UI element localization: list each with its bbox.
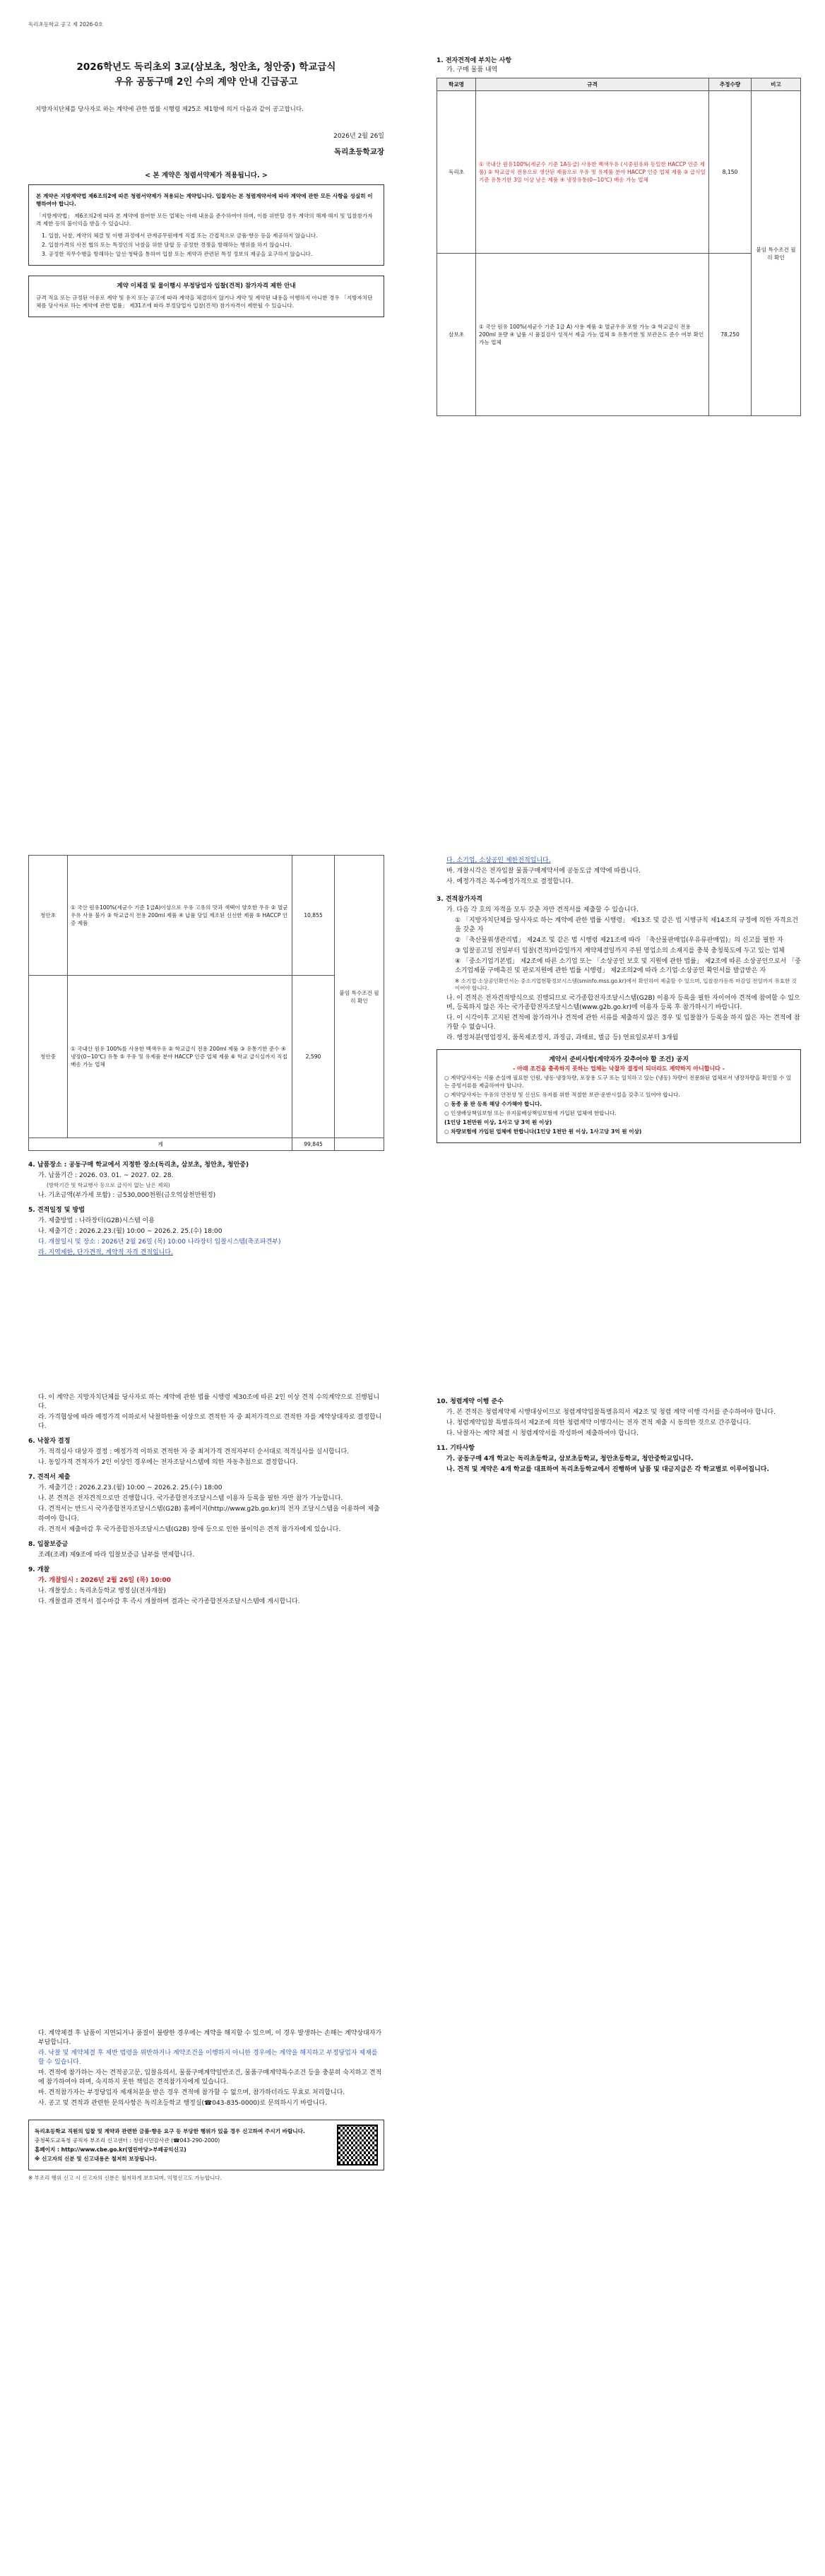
cell-spec: ① 국산 원유 100%(세균수 기준 1급 A) 사용 제품 ② 멸균우유 포함 가능 ③ 학교급식 전용 200ml 용량 ④ 납품 시 품질검사 성적서 제출 가능 업체 ⑤ 유통기한 및 보관온도 준수 여부 확인 가능 업체 — [476, 254, 709, 416]
p5-item: 바. 견적참가자는 부정당업자 제재처분을 받은 경우 견적에 참가할 수 없으며, 참가하더라도 무효로 처리합니다. — [38, 2089, 345, 2097]
section-7-title: 7. 견적서 제출 — [28, 1474, 71, 1482]
col-spec: 규격 — [476, 78, 709, 91]
report-center-box — [28, 2120, 384, 2170]
section-7-item: 다. 견적서는 반드시 국가종합전자조달시스템(G2B) 홈페이지(http://www.g2b.go.kr)의 전자 조달시스템을 이용하여 제출하여야 합니다. — [38, 1506, 380, 1523]
conditions-item: ○ 계약당사자는 식품 손실에 필요한 인원, 냉동·냉장차량, 포장용 도구 또는 일치하고 있는 (냉동) 차량이 전문화된 업체로서 냉장차량을 확인할 수 있는 증빙서류를 제출하여야 합니다. — [444, 1075, 792, 1089]
p2-line: 바. 개찰시각은 전자입찰 물품구매계약서에 공동도급 계약에 따릅니다. — [446, 868, 641, 875]
section-5-item: 라. 지역제한, 단가견적, 계약적 자격 견적입니다. — [38, 1249, 173, 1257]
section-3-note: ※ 소기업·소상공인확인서는 중소기업현황정보시스템(sminfo.mss.go.kr)에서 확인하여 제출할 수 있으며, 입찰참가등록 마감일 전일까지 유효한 것이어야 합니다. — [455, 977, 797, 992]
page-3-right — [412, 1371, 825, 2007]
table-row — [29, 856, 384, 976]
item-table-1 — [437, 78, 801, 416]
cell-school: 독리초 — [437, 91, 476, 254]
footnote: ※ 부조리 행위 신고 시 신고자의 신분은 철저하게 보호되며, 익명신고도 가능합니다. — [28, 2175, 222, 2182]
integrity-items — [36, 232, 376, 258]
p2-line: 사. 예정가격은 복수예정가격으로 결정합니다. — [446, 878, 574, 886]
section-9-item: 나. 개찰장소 : 독리초등학교 행정실(전자개찰) — [38, 1587, 166, 1595]
cell-spec: ① 국내산 원유 100%를 사용한 백색우유 ② 학교급식 전용 200ml 제품 ③ 유통기한 준수 ④ 냉장(0~10℃) 유통 ⑤ 우유 및 유제품 분야 HACCP 인증 업체 제품 ⑥ 학교 급식실까지 직접 배송 가능 업체 — [68, 976, 292, 1138]
cell-school: 청안초 — [29, 856, 68, 976]
section-5-item: 가. 제출방법 : 나라장터(G2B)시스템 이용 — [38, 1217, 155, 1225]
title-line-1: 2026학년도 독리초외 3교(삼보초, 청안초, 청안중) 학교급식 — [76, 61, 336, 73]
col-qty: 추정수량 — [709, 78, 752, 91]
cell-school: 삼보초 — [437, 254, 476, 416]
section-11-item: 나. 견적 및 계약은 4개 학교를 대표하여 독리초등학교에서 진행하며 납품 및 대금지급은 각 학교별로 이루어집니다. — [446, 1466, 769, 1474]
cell-qty: 8,150 — [709, 91, 752, 254]
conditions-item: ○ 동종 품 판 등록 해당 수가해야 합니다. — [444, 1101, 542, 1108]
section-6-item: 가. 적격심사 대상자 결정 : 예정가격 이하로 견적한 자 중 최저가격 견적자부터 순서대로 적격심사를 실시합니다. — [38, 1448, 350, 1456]
restriction-box — [28, 276, 384, 317]
p4-line: 다. 이 계약은 지방자치단체를 당사자로 하는 계약에 관한 법률 시행령 제30조에 따른 2인 이상 견적 수의계약으로 진행됩니다. — [38, 1394, 380, 1411]
section-3-da: 다. 이 시각이후 고지된 견적에 참가하거나 견적에 관한 서류를 제출하지 않은 경우 및 입찰참가 등록을 하지 않은 자는 견적에 참가할 수 없습니다. — [446, 1015, 800, 1032]
integrity-item: 1. 입찰, 낙찰, 계약의 체결 및 이행 과정에서 관계공무원에게 직접 또는 간접적으로 금품·향응 등을 제공하지 않습니다. — [42, 232, 318, 240]
section-4-item: 가. 납품기간 : 2026. 03. 01. ~ 2027. 02. 28. — [38, 1172, 174, 1180]
section-7-item: 라. 견적서 제출마감 후 국가종합전자조달시스템(G2B) 장애 등으로 인한 불이익은 견적 참가자에게 있습니다. — [38, 1525, 341, 1533]
item-table-2 — [28, 855, 384, 1151]
announce-org: 독리초등학교장 — [333, 148, 384, 157]
conditions-item: ○ 계약당사자는 우유의 안전성 및 신선도 유지를 위한 적절한 보관·운반시설을 갖추고 있어야 합니다. — [444, 1092, 680, 1099]
table-row — [437, 91, 801, 254]
section-4-title: 4. 납품장소 : 공동구매 학교에서 지정한 장소(독리초, 삼보초, 청안초, 청안중) — [28, 1162, 249, 1169]
integrity-caption: < 본 계약은 청렴서약제가 적용됩니다. > — [145, 171, 268, 179]
table-row — [437, 254, 801, 416]
integrity-item: 2. 입찰가격의 사전 협의 또는 특정인의 낙찰을 위한 담합 등 공정한 경쟁을 방해하는 행위를 하지 않습니다. — [42, 242, 292, 249]
page-4 — [0, 2007, 412, 2576]
section-11-title: 11. 기타사항 — [437, 1445, 475, 1453]
p2-line: 다. 소기업, 소상공인 제한전적입니다. — [446, 857, 551, 864]
restriction-title: 계약 이체결 및 물이행시 부정당업자 입찰(견적) 참가자격 제한 안내 — [117, 283, 296, 290]
conditions-item: ○ 차량보험에 가입된 업체에 한합니다(1인당 1천만 원 이상, 1사고당 3억 원 이상) — [444, 1128, 642, 1135]
cell-qty: 78,250 — [709, 254, 752, 416]
section-3-lead: 가. 다음 각 호의 자격을 모두 갖춘 자만 견적서를 제출할 수 있습니다. — [446, 906, 639, 914]
section-5-title: 5. 견적일정 및 방법 — [28, 1207, 85, 1215]
section-10-item: 가. 본 견적은 청렴계약제 시행대상이므로 청렴계약입찰특별유의서 제2조 및 청렴 계약 이행 각서를 준수하여야 합니다. — [446, 1409, 776, 1417]
cell-note: 붙임 특수조건 필히 확인 — [752, 91, 801, 416]
section-3-title: 3. 견적참가자격 — [437, 896, 482, 904]
section-3-item: ① 「지방자치단체를 당사자로 하는 계약에 관한 법률 시행령」 제13조 및 같은 법 시행규칙 제14조의 규정에 의한 자격요건을 갖춘 자 — [455, 917, 798, 934]
section-10-item: 나. 청렴계약입찰 특별유의서 제2조에 의한 청렴계약 이행각서는 전자 견적 제출 시 동의한 것으로 간주합니다. — [446, 1419, 752, 1427]
cell-qty: 10,855 — [292, 856, 335, 976]
section-5-item: 나. 제출기간 : 2026.2.23.(월) 10:00 ~ 2026.2. 25.(수) 18:00 — [38, 1228, 222, 1236]
page-2 — [0, 834, 412, 1371]
cell-note: 붙임 특수조건 필히 확인 — [335, 856, 384, 1138]
integrity-body: 「지방계약법」 제6조의2에 따라 본 계약에 참여한 모든 업체는 아래 내용을 준수하여야 하며, 이를 위반할 경우 계약의 해제·해지 및 입찰참가자격 제한 등의 불이익을 받을 수 있습니다. — [36, 213, 373, 228]
section-3-ra: 라. 행정처분(영업정지, 품목제조정지, 과징금, 과태료, 벌금 등) 연료일로부터 3개월 — [446, 1034, 679, 1042]
col-school: 학교명 — [437, 78, 476, 91]
section-3-item: ④ 「중소기업기본법」 제2조에 따른 소기업 또는 「소상공인 보호 및 지원에 관한 법률」 제2조에 따른 소상공인으로서 「중소기업제품 구매촉진 및 판로지원에 관한 법률 시행령」 제2조의2에 따라 소기업·소상공인 확인서를 발급받은 자 — [455, 958, 801, 975]
page-1-right — [412, 0, 825, 834]
col-note: 비고 — [752, 78, 801, 91]
section-7-item: 나. 본 견적은 전자견적으로만 진행합니다. 국가종합전자조달시스템 이용자 등록을 필한 자만 참가 가능합니다. — [38, 1495, 343, 1503]
page-2-right — [412, 834, 825, 1371]
section-3-na: 나. 이 견적은 전자견적방식으로 진행되므로 국가종합전자조달시스템(G2B) 이용자 등록을 필한 자이어야 견적에 참여할 수 있으며, 등록하지 않은 자는 국가종합전자조달시스템(www.g2b.go.kr)에 이용자 등록 후 참가하시기 바랍니다. — [446, 995, 800, 1012]
section-4-item: (방학기간 및 학교행사 등으로 급식이 없는 날은 제외) — [47, 1182, 170, 1189]
section-5-item: 다. 개찰일시 및 장소 : 2026년 2월 26일 (목) 10:00 나라장터 입찰시스템(축조파견부) — [38, 1239, 281, 1246]
section-6-title: 6. 낙찰자 결정 — [28, 1438, 71, 1446]
integrity-clause-box — [28, 184, 384, 266]
conditions-intro: - 아래 조건을 충족하지 못하는 업체는 낙찰자 결정이 되더라도 계약하지 아니합니다 - — [512, 1065, 725, 1072]
section-6-item: 나. 동일가격 견적자가 2인 이상인 경우에는 전자조달시스템에 의한 자동추첨으로 결정합니다. — [38, 1459, 298, 1467]
qr-code-icon — [337, 2125, 378, 2166]
section-3-item: ② 「축산물위생관리법」 제24조 및 같은 법 시행령 제21조에 따라 「축산물판매업(우유류판매업)」의 신고를 필한 자 — [455, 937, 783, 945]
integrity-item: 3. 공정한 직무수행을 방해하는 알선·청탁을 통하여 입찰 또는 계약과 관련된 특정 정보의 제공을 요구하지 않습니다. — [42, 251, 313, 258]
document-number: 독리초등학교 공고 제 2026-0호 — [28, 21, 104, 28]
p4-line: 라. 가격협상에 따라 예정가격 이하로서 낙찰하한율 이상으로 견적한 자 중 최저가격으로 견적한 자를 계약상대자로 결정합니다. — [38, 1414, 382, 1431]
contract-conditions-box — [437, 1049, 801, 1144]
cell-spec: ① 국산 원유100%(세균수 기준 1급A)이상으로 우유 고유의 맛과 색택이 양호한 우유 ② 멸균우유 사용 불가 ③ 학교급식 전용 200ml 제품 ④ 납품 당일 제조된 신선한 제품 ⑤ HACCP 인증 제품 — [68, 856, 292, 976]
p5-item: 사. 공고 및 견적과 관련한 문의사항은 독리초등학교 행정실(☎043-835-0000)로 문의하시기 바랍니다. — [38, 2100, 328, 2108]
table-row — [29, 976, 384, 1138]
section-7-item: 가. 제출기간 : 2026.2.23.(월) 10:00 ~ 2026.2. 25.(수) 18:00 — [38, 1484, 222, 1492]
section-8-title: 8. 입찰보증금 — [28, 1540, 69, 1548]
section-3-item: ③ 입찰공고일 전일부터 입찰(견적)마감일까지 계약체결일까지 주된 영업소의 소재지를 충북 충청북도에 두고 있는 업체 — [455, 947, 785, 955]
section-9-title: 9. 개찰 — [28, 1566, 50, 1573]
report-line: 충청북도교육청 공직자 부조리 신고센터 : 청렴시민감사관 (☎043-290-2000) — [35, 2137, 220, 2144]
report-line: ※ 신고자의 신분 및 신고내용은 철저히 보장됩니다. — [35, 2156, 157, 2163]
section-11-item: 가. 공동구매 4개 학교는 독리초등학교, 삼보초등학교, 청안초등학교, 청안중학교입니다. — [446, 1455, 694, 1463]
page-3 — [0, 1371, 412, 2007]
section-10-title: 10. 청렴계약 이행 준수 — [437, 1398, 504, 1405]
cell-school: 청안중 — [29, 976, 68, 1138]
cell-spec: ① 국내산 원유100%(세균수 기준 1A등급) 사용한 백색우유 (시중원유와 동일한 HACCP 인증 제품) ② 학교급식 전용으로 생산된 제품으로 우유 및 유제품 분야 HACCP 인증 업체 제품 ③ 급식일 기준 유통기한 3일 이상 남은 제품 ④ 냉장유통(0~10℃) 배송 가능 업체 — [476, 91, 709, 254]
integrity-lead: 본 계약은 지방계약법 제6조의2에 따른 청렴서약제가 적용되는 계약입니다. 입찰자는 본 청렴계약서에 따라 계약에 관한 모든 사항을 성실히 이행하여야 합니다. — [36, 193, 373, 208]
section-9-item: 가. 개찰일시 : 2026년 2월 26일 (목) 10:00 — [38, 1576, 171, 1584]
cell-qty: 2,590 — [292, 976, 335, 1138]
table-total-row — [29, 1138, 384, 1151]
section-8-body: 조례(조례) 제9조에 따라 입찰보증금 납부를 면제합니다. — [38, 1551, 195, 1559]
section-10-item: 다. 낙찰자는 계약 체결 시 청렴계약서를 작성하여 제출하여야 합니다. — [446, 1430, 639, 1438]
intro-text: 지방자치단체를 당사자로 하는 계약에 관한 법률 시행령 제25조 제1항에 의거 다음과 같이 공고합니다. — [35, 106, 304, 113]
section-4-item: 나. 기초금액(부가세 포함) : 금530,000천원(금오억삼천만원정) — [38, 1191, 216, 1199]
section-9-item: 다. 개찰결과 견적서 접수마감 후 즉시 개찰하며 결과는 국가종합전자조달시스템에 게시합니다. — [38, 1597, 300, 1605]
p5-item: 라. 낙찰 및 계약체결 후 제반 법령을 위반하거나 계약조건을 이행하지 아니한 경우에는 계약을 해지하고 부정당업자 제재를 할 수 있습니다. — [38, 2050, 378, 2067]
total-qty: 99,845 — [292, 1138, 335, 1151]
section-1-sub: 가. 구매 물품 내역 — [446, 66, 498, 74]
report-line: 홈페이지 : http://www.cbe.go.kr(열린마당>부패공익신고) — [35, 2146, 186, 2153]
p5-item: 마. 견적에 참가하는 자는 견적공고문, 입찰유의서, 물품구매계약일반조건, 물품구매계약특수조건 등을 충분히 숙지하고 견적에 참가하여야 하며, 숙지하지 못한 책임은 견적참가자에게 있습니다. — [38, 2069, 382, 2086]
conditions-item: (1인당 1천만원 이상, 1사고 당 3억 원 이상) — [444, 1119, 552, 1126]
title-line-2: 우유 공동구매 2인 수의 계약 안내 긴급공고 — [114, 76, 298, 88]
conditions-title: 계약서 준비사항(계약자가 갖추어야 할 조건) 공지 — [549, 1056, 689, 1063]
total-label: 계 — [29, 1138, 292, 1151]
section-1-title: 1. 전자견적에 부치는 사항 — [437, 57, 512, 64]
p5-item: 다. 계약체결 후 납품이 지연되거나 품질이 불량한 경우에는 계약을 해지할 수 있으며, 이 경우 발생하는 손해는 계약상대자가 부담합니다. — [38, 2030, 382, 2047]
page-1 — [0, 0, 412, 834]
announce-date: 2026년 2월 26일 — [333, 133, 384, 141]
report-line: 독리초등학교 직원의 입찰 및 계약과 관련한 금품·향응 요구 등 부당한 행위가 있을 경우 신고하여 주시기 바랍니다. — [35, 2128, 305, 2135]
conditions-item: ○ 인생배상책임보험 또는 유지물배상책임보험에 가입된 업체에 한합니다. — [444, 1110, 617, 1117]
restriction-body: 규격 적요 또는 규정된 이유로 계약 및 유지 또는 공고에 따라 계약을 체결하지 않거나 계약 및 계약된 내용을 이행하지 아니한 경우 「지방자치단체를 당사자로 하는 계약에 관한 법률」 제31조에 따라 부정당업자 입찰(견적) 참가자격이 제한될 수 있습니다. — [36, 294, 373, 309]
